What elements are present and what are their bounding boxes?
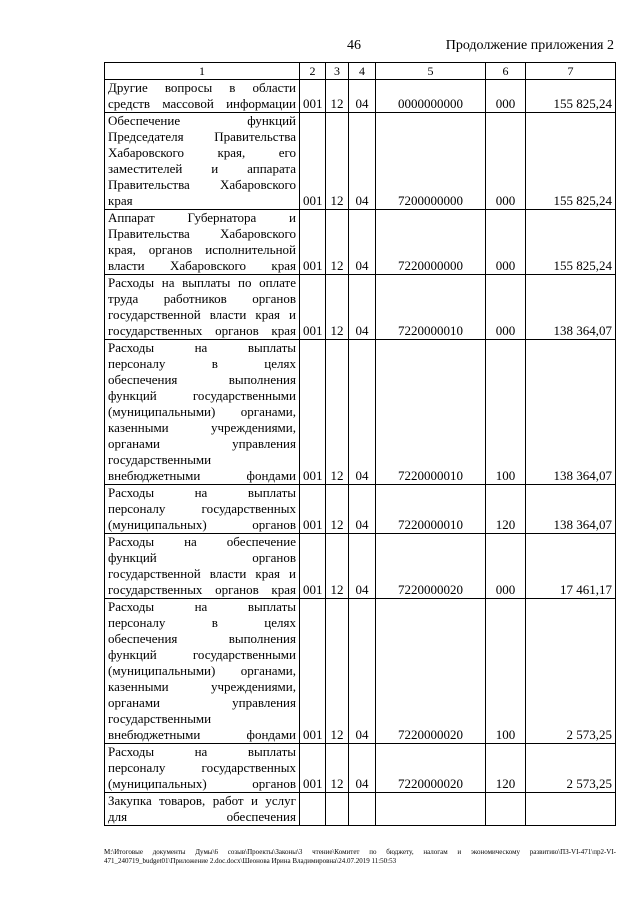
- subsection-code-cell: 04: [349, 340, 376, 485]
- expense-name-line: (муниципальными) органами,: [108, 404, 296, 419]
- expense-name-line: внебюджетными фондами: [108, 468, 296, 483]
- expense-name-line: Расходы на выплаты: [108, 599, 296, 614]
- subsection-code-cell: 04: [349, 485, 376, 534]
- expense-type-cell: 000: [486, 80, 526, 113]
- expense-name-line: персоналу в целях: [108, 615, 296, 630]
- subsection-code-cell: 04: [349, 210, 376, 275]
- expense-name-line: функций государственными: [108, 647, 296, 662]
- expense-type-cell: 000: [486, 275, 526, 340]
- expense-name-line: государственных органов края: [108, 582, 296, 597]
- admin-code-cell: 001: [300, 113, 326, 210]
- col-header-7: 7: [526, 63, 616, 80]
- expense-name-line: функций органов: [108, 550, 296, 565]
- expense-name-line: Хабаровского края, его: [108, 145, 296, 160]
- target-article-cell: 0000000000: [376, 80, 486, 113]
- admin-code-cell: 001: [300, 80, 326, 113]
- subsection-code-cell: [349, 793, 376, 826]
- expense-name-cell: [105, 80, 300, 113]
- expense-name-line: заместителей и аппарата: [108, 161, 296, 176]
- expense-name-line: Закупка товаров, работ и услуг: [108, 793, 296, 808]
- expense-name-line: Председателя Правительства: [108, 129, 296, 144]
- admin-code-cell: 001: [300, 340, 326, 485]
- amount-cell: [526, 793, 616, 826]
- expense-name-line: труда работников органов: [108, 291, 296, 306]
- amount-cell: 155 825,24: [526, 210, 616, 275]
- expense-type-cell: 000: [486, 210, 526, 275]
- table-row: [105, 275, 616, 340]
- section-code-cell: 12: [326, 275, 349, 340]
- admin-code-cell: 001: [300, 485, 326, 534]
- expense-name-line: края, органов исполнительной: [108, 242, 296, 257]
- budget-table: [104, 62, 616, 826]
- expense-name-line: обеспечения выполнения: [108, 631, 296, 646]
- target-article-cell: 7200000000: [376, 113, 486, 210]
- expense-name-line: обеспечения выполнения: [108, 372, 296, 387]
- section-code-cell: 12: [326, 80, 349, 113]
- expense-name-line: органами управления: [108, 436, 296, 451]
- amount-cell: 17 461,17: [526, 534, 616, 599]
- target-article-cell: [376, 793, 486, 826]
- section-code-cell: 12: [326, 534, 349, 599]
- expense-name-line: персоналу в целях: [108, 356, 296, 371]
- expense-name-line: Расходы на обеспечение: [108, 534, 296, 549]
- amount-cell: 2 573,25: [526, 744, 616, 793]
- table-row: [105, 744, 616, 793]
- expense-name-line: государственной власти края и: [108, 566, 296, 581]
- expense-name-line: Обеспечение функций: [108, 113, 296, 128]
- subsection-code-cell: 04: [349, 80, 376, 113]
- expense-name-line: (муниципальных) органов: [108, 776, 296, 791]
- section-code-cell: 12: [326, 210, 349, 275]
- admin-code-cell: 001: [300, 275, 326, 340]
- expense-name-line: (муниципальными) органами,: [108, 663, 296, 678]
- subsection-code-cell: 04: [349, 275, 376, 340]
- admin-code-cell: 001: [300, 534, 326, 599]
- col-header-4: 4: [349, 63, 376, 80]
- expense-name-line: Аппарат Губернатора и: [108, 210, 296, 225]
- expense-name-line: для обеспечения: [108, 809, 296, 824]
- table-row: [105, 113, 616, 210]
- expense-name-line: государственной власти края и: [108, 307, 296, 322]
- expense-name-line: государственными: [108, 452, 212, 467]
- expense-name-line: Другие вопросы в области: [108, 80, 296, 95]
- admin-code-cell: 001: [300, 744, 326, 793]
- expense-name-cell: [105, 793, 300, 826]
- col-header-3: 3: [326, 63, 349, 80]
- expense-type-cell: 000: [486, 534, 526, 599]
- expense-name-cell: [105, 534, 300, 599]
- target-article-cell: 7220000020: [376, 744, 486, 793]
- amount-cell: 155 825,24: [526, 113, 616, 210]
- document-path-footer: M:\Итоговые документы Думы\6 созыв\Проекты\Законы\3 чтение\Комитет по бюджету, налогам и экономическому развитию\ПЗ-VI-471\пр2-VI-471_240719_budget01\Приложение 2.doc.docx\Шеонова Ирина Владимировна\24.07.2019 11:50:53: [104, 848, 616, 865]
- expense-name-line: Правительства Хабаровского: [108, 226, 296, 241]
- table-row: [105, 534, 616, 599]
- subsection-code-cell: 04: [349, 744, 376, 793]
- expense-name-line: персоналу государственных: [108, 501, 296, 516]
- expense-name-cell: [105, 340, 300, 485]
- expense-name-cell: [105, 744, 300, 793]
- expense-type-cell: 120: [486, 485, 526, 534]
- admin-code-cell: 001: [300, 210, 326, 275]
- expense-name-line: (муниципальных) органов: [108, 517, 296, 532]
- section-code-cell: 12: [326, 113, 349, 210]
- expense-name-line: государственными: [108, 711, 212, 726]
- amount-cell: 138 364,07: [526, 340, 616, 485]
- expense-name-line: края: [108, 193, 133, 208]
- header-row: [105, 63, 616, 80]
- table-row: [105, 793, 616, 826]
- expense-name-line: власти Хабаровского края: [108, 258, 296, 273]
- expense-name-line: Расходы на выплаты: [108, 485, 296, 500]
- expense-name-line: Правительства Хабаровского: [108, 177, 296, 192]
- amount-cell: 155 825,24: [526, 80, 616, 113]
- expense-name-cell: [105, 210, 300, 275]
- section-code-cell: 12: [326, 744, 349, 793]
- expense-name-line: Расходы на выплаты: [108, 340, 296, 355]
- amount-cell: 138 364,07: [526, 275, 616, 340]
- expense-name-cell: [105, 485, 300, 534]
- expense-type-cell: 000: [486, 113, 526, 210]
- expense-type-cell: [486, 793, 526, 826]
- expense-name-cell: [105, 599, 300, 744]
- section-code-cell: 12: [326, 340, 349, 485]
- subsection-code-cell: 04: [349, 113, 376, 210]
- expense-name-cell: [105, 113, 300, 210]
- target-article-cell: 7220000010: [376, 485, 486, 534]
- expense-type-cell: 120: [486, 744, 526, 793]
- expense-type-cell: 100: [486, 340, 526, 485]
- continuation-label: Продолжение приложения 2: [445, 38, 614, 53]
- expense-name-line: персоналу государственных: [108, 760, 296, 775]
- expense-name-line: внебюджетными фондами: [108, 727, 296, 742]
- table-row: [105, 485, 616, 534]
- expense-name-line: казенными учреждениями,: [108, 679, 296, 694]
- expense-type-cell: 100: [486, 599, 526, 744]
- section-code-cell: 12: [326, 599, 349, 744]
- target-article-cell: 7220000020: [376, 534, 486, 599]
- expense-name-line: средств массовой информации: [108, 96, 296, 111]
- target-article-cell: 7220000010: [376, 340, 486, 485]
- col-header-2: 2: [300, 63, 326, 80]
- col-header-1: 1: [105, 63, 300, 80]
- amount-cell: 2 573,25: [526, 599, 616, 744]
- target-article-cell: 7220000000: [376, 210, 486, 275]
- expense-name-line: функций государственными: [108, 388, 296, 403]
- table-row: [105, 599, 616, 744]
- target-article-cell: 7220000020: [376, 599, 486, 744]
- expense-name-cell: [105, 275, 300, 340]
- target-article-cell: 7220000010: [376, 275, 486, 340]
- subsection-code-cell: 04: [349, 534, 376, 599]
- admin-code-cell: [300, 793, 326, 826]
- expense-name-line: органами управления: [108, 695, 296, 710]
- subsection-code-cell: 04: [349, 599, 376, 744]
- expense-name-line: казенными учреждениями,: [108, 420, 296, 435]
- col-header-5: 5: [376, 63, 486, 80]
- col-header-6: 6: [486, 63, 526, 80]
- table-row: [105, 80, 616, 113]
- table-row: [105, 210, 616, 275]
- section-code-cell: [326, 793, 349, 826]
- expense-name-line: государственных органов края: [108, 323, 296, 338]
- table-body: [105, 80, 616, 826]
- table-row: [105, 340, 616, 485]
- expense-name-line: Расходы на выплаты: [108, 744, 296, 759]
- amount-cell: 138 364,07: [526, 485, 616, 534]
- expense-name-line: Расходы на выплаты по оплате: [108, 275, 296, 290]
- page-number: 46: [347, 38, 361, 53]
- admin-code-cell: 001: [300, 599, 326, 744]
- section-code-cell: 12: [326, 485, 349, 534]
